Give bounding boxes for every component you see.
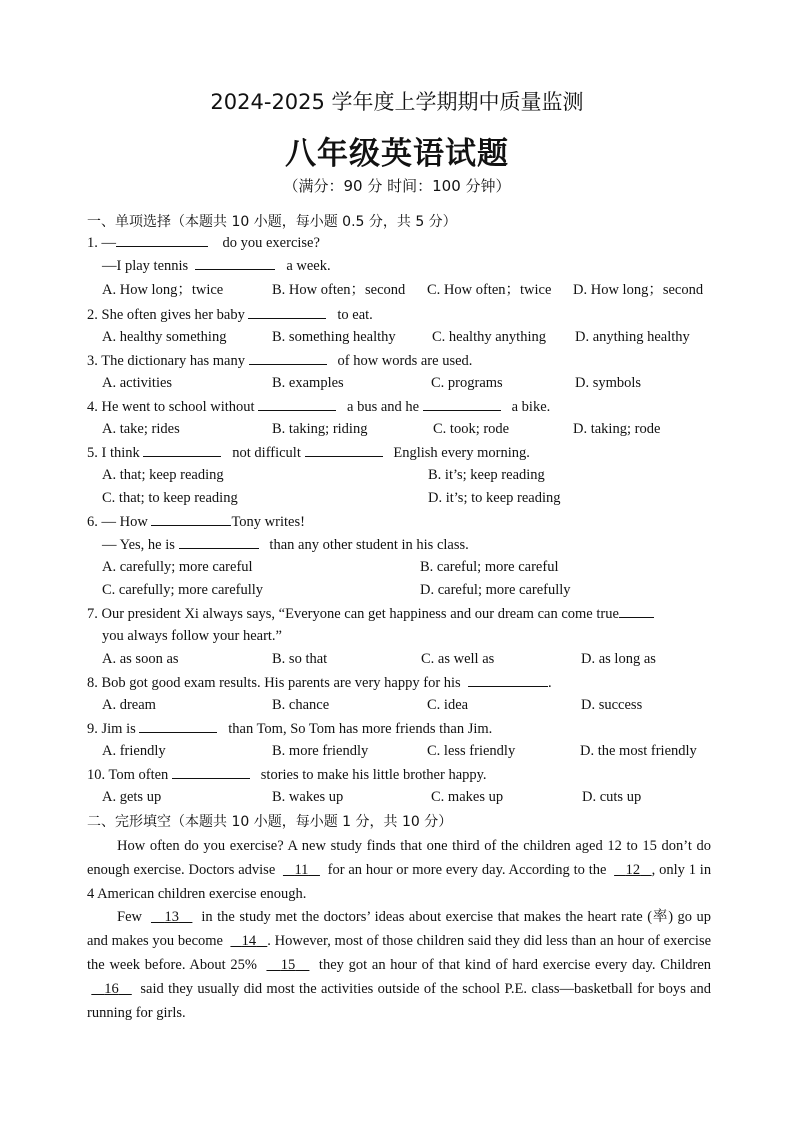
- question-9-option-c: C. less friendly: [427, 743, 516, 759]
- question-6-stem-2: — Yes, he is than any other student in his class.: [102, 537, 469, 553]
- question-10-option-c: C. makes up: [431, 789, 504, 805]
- question-1-option-a: A. How long；twice: [102, 282, 224, 298]
- answer-blank: [248, 305, 326, 319]
- question-10-stem: 10. Tom often stories to make his little brother happy.: [87, 767, 487, 783]
- question-6-option-d: D. careful; more carefully: [420, 582, 571, 598]
- answer-blank: [179, 535, 259, 549]
- answer-blank: [249, 351, 327, 365]
- answer-blank: [139, 719, 217, 733]
- question-6-stem: 6. — How Tony writes!: [87, 514, 305, 530]
- question-8-option-b: B. chance: [272, 697, 330, 713]
- section-1-heading: 一、单项选择（本题共 10 小题，每小题 0.5 分，共 5 分）: [87, 214, 457, 230]
- question-1-option-c: C. How often；twice: [427, 282, 552, 298]
- question-9-option-a: A. friendly: [102, 743, 166, 759]
- question-1-option-b: B. How often；second: [272, 282, 406, 298]
- exam-title: 八年级英语试题: [285, 136, 509, 172]
- question-9-option-d: D. the most friendly: [580, 743, 697, 759]
- question-7-stem: 7. Our president Xi always says, “Everyone can get happiness and our dream can come true: [87, 604, 654, 623]
- cloze-blank-11: 11: [294, 862, 309, 878]
- question-3-stem: 3. The dictionary has many of how words are used.: [87, 353, 473, 369]
- question-2-option-b: B. something healthy: [272, 329, 396, 345]
- question-7-option-d: D. as long as: [581, 651, 656, 667]
- question-10-option-b: B. wakes up: [272, 789, 344, 805]
- question-2-option-c: C. healthy anything: [432, 329, 546, 345]
- question-8-option-c: C. idea: [427, 697, 469, 713]
- cloze-blank-13: 13: [164, 909, 179, 925]
- question-2-option-a: A. healthy something: [102, 329, 227, 345]
- answer-blank: [143, 443, 221, 457]
- answer-blank: [195, 256, 275, 270]
- question-1-option-d: D. How long；second: [573, 282, 704, 298]
- exam-meta: （满分：90 分 时间：100 分钟）: [283, 177, 511, 195]
- question-5-stem: 5. I think not difficult English every morning.: [87, 445, 530, 461]
- question-7-stem-2: you always follow your heart.”: [102, 628, 282, 644]
- question-6-option-c: C. carefully; more carefully: [102, 582, 264, 598]
- question-5-option-a: A. that; keep reading: [102, 467, 224, 483]
- question-7-option-a: A. as soon as: [102, 651, 179, 667]
- question-7-option-c: C. as well as: [421, 651, 495, 667]
- section-2-heading: 二、完形填空（本题共 10 小题，每小题 1 分，共 10 分）: [87, 814, 453, 830]
- exam-term-title: 2024-2025 学年度上学期期中质量监测: [210, 90, 584, 114]
- question-3-option-c: C. programs: [431, 375, 503, 391]
- question-2-option-d: D. anything healthy: [575, 329, 690, 345]
- question-10-option-d: D. cuts up: [582, 789, 642, 805]
- answer-blank: [116, 233, 208, 247]
- question-5-option-c: C. that; to keep reading: [102, 490, 238, 506]
- answer-blank: [258, 397, 336, 411]
- cloze-blank-15: 15: [280, 957, 296, 973]
- cloze-blank-16: 16: [104, 981, 119, 997]
- answer-blank: [151, 512, 231, 526]
- answer-blank: [468, 673, 548, 687]
- question-6-option-a: A. carefully; more careful: [102, 559, 253, 575]
- question-4-option-b: B. taking; riding: [272, 421, 368, 437]
- question-3-option-d: D. symbols: [575, 375, 642, 391]
- answer-blank: [619, 604, 654, 618]
- question-4-option-d: D. taking; rode: [573, 421, 661, 437]
- question-5-option-b: B. it’s; keep reading: [428, 467, 545, 483]
- question-1-stem-2: —I play tennis a week.: [102, 258, 331, 274]
- answer-blank: [172, 765, 250, 779]
- question-10-option-a: A. gets up: [102, 789, 162, 805]
- question-8-option-d: D. success: [581, 697, 643, 713]
- cloze-paragraph-1: How often do you exercise? A new study finds that one third of the children aged 12 to 15 don’t do enough exercise. Doctors advise 11 for an hour or more every day. According to the 12 , only 1 in 4 American children exercise enough.: [87, 838, 712, 902]
- question-3-option-a: A. activities: [102, 375, 173, 391]
- cloze-blank-14: 14: [241, 933, 257, 949]
- question-8-option-a: A. dream: [102, 697, 156, 713]
- question-5-option-d: D. it’s; to keep reading: [428, 490, 561, 506]
- question-4-option-c: C. took; rode: [433, 421, 510, 437]
- cloze-blank-12: 12: [625, 862, 641, 878]
- question-4-stem: 4. He went to school without a bus and he a bike.: [87, 399, 551, 415]
- question-9-stem: 9. Jim is than Tom, So Tom has more friends than Jim.: [87, 721, 493, 737]
- question-9-option-b: B. more friendly: [272, 743, 369, 759]
- question-6-option-b: B. careful; more careful: [420, 559, 559, 575]
- cloze-paragraph-2: Few 13 in the study met the doctors’ ideas about exercise that makes the heart rate (率) go up and makes you become 14 . However, most of those children said they did less than an hour of exercise the week before. About 25% 15 they got an hour of that kind of hard exercise every day. Children 16 said they usually did most the activities outside of the school P.E. class—basketball for boys and running for girls.: [87, 909, 712, 1021]
- question-3-option-b: B. examples: [272, 375, 344, 391]
- question-7-option-b: B. so that: [272, 651, 328, 667]
- question-2-stem: 2. She often gives her baby to eat.: [87, 307, 373, 323]
- question-1-stem: 1. — do you exercise?: [87, 235, 320, 251]
- question-4-option-a: A. take; rides: [102, 421, 180, 437]
- answer-blank: [305, 443, 383, 457]
- question-8-stem: 8. Bob got good exam results. His parents are very happy for his .: [87, 675, 552, 691]
- answer-blank: [423, 397, 501, 411]
